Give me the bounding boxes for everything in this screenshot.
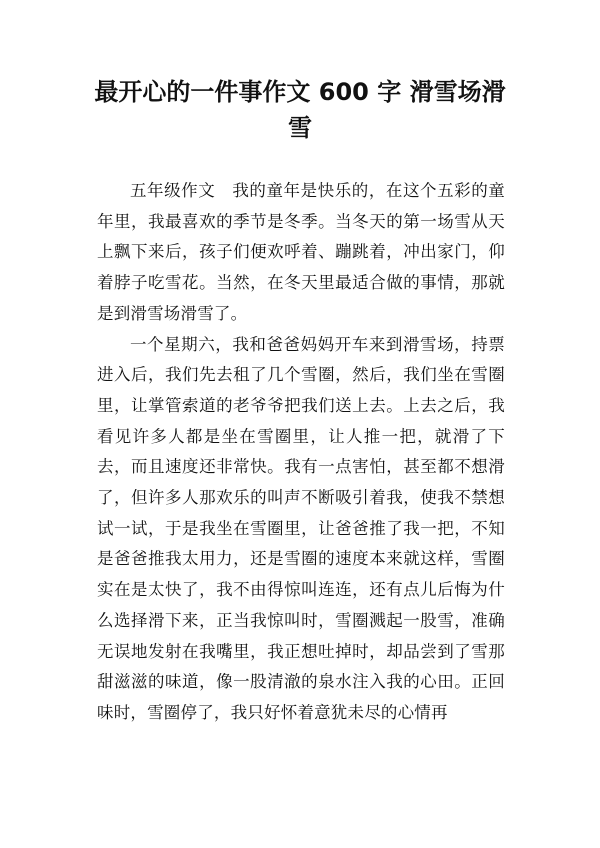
paragraph-2: 一个星期六，我和爸爸妈妈开车来到滑雪场，持票进入后，我们先去租了几个雪圈，然后，我们坐在雪圈里，让掌管索道的老爷爷把我们送上去。上去之后，我看见许多人都是坐在雪圈里，让人推一把，就滑了下去，而且速度还非常快。我有一点害怕，甚至都不想滑了，但许多人那欢乐的叫声不断吸引着我，使我不禁想试一试，于是我坐在雪圈里，让爸爸推了我一把，不知是爸爸推我太用力，还是雪圈的速度本来就这样，雪圈实在是太快了，我不由得惊叫连连，还有点儿后悔为什么选择滑下来，正当我惊叫时，雪圈溅起一股雪，准确无误地发射在我嘴里，我正想吐掉时，却品尝到了雪那甜滋滋的味道，像一股清澈的泉水注入我的心田。正回味时，雪圈停了，我只好怀着意犹未尽的心情再	[97, 334, 505, 722]
document-body	[97, 176, 505, 729]
paragraph-1: 五年级作文 我的童年是快乐的，在这个五彩的童年里，我最喜欢的季节是冬季。当冬天的第一场雪从天上飘下来后，孩子们便欢呼着、蹦跳着，冲出家门，仰着脖子吃雪花。当然，在冬天里最适合做的事情，那就是到滑雪场滑雪了。	[97, 181, 505, 323]
document-title: 最开心的一件事作文 600 字 滑雪场滑雪	[94, 78, 506, 142]
